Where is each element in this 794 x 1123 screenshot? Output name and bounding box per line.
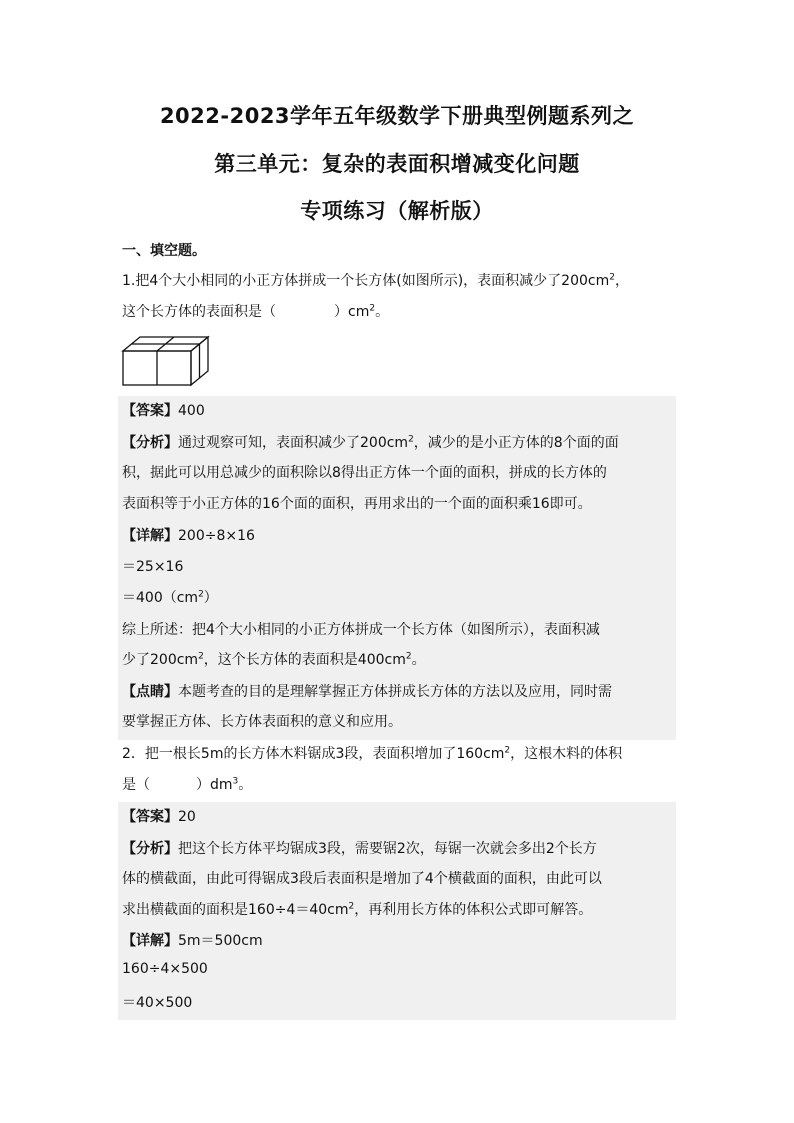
q1-summary-line-2: 少了$200cm^2$，这个长方体的表面积是$400cm^2$。: [122, 651, 426, 668]
document-title-line-2: 第三单元：复杂的表面积增减变化问题: [214, 152, 580, 176]
document-title-line-1: 2022-2023学年五年级数学下册典型例题系列之: [159, 104, 635, 128]
section-heading: 一、填空题。: [122, 243, 206, 259]
q2-analysis-line-1: 【分析】把这个长方体平均锯成3段，需要锯2次，每锯一次就会多出2个长方: [122, 841, 597, 857]
q1-detail-line-2: ＝25×16: [122, 559, 184, 575]
q1-answer: 【答案】400: [122, 403, 205, 419]
q2-detail-line-1: 【详解】5m＝500cm: [122, 933, 263, 949]
q2-answer: 【答案】20: [122, 809, 196, 825]
q1-question-line-2: 这个长方体的表面积是（ ）$cm^2$。: [122, 303, 390, 320]
q1-point-line-2: 要掌握正方体、长方体表面积的意义和应用。: [122, 714, 402, 730]
q1-analysis-line-2: 积，据此可以用总减少的面积除以8得出正方体一个面的面积，拼成的长方体的: [122, 465, 607, 481]
q2-analysis-line-3: 求出横截面的面积是$160\div 4=40cm^2$，再利用长方体的体积公式即可解答。: [122, 901, 593, 918]
q1-summary-line-1: 综上所述：把4个大小相同的小正方体拼成一个长方体（如图所示），表面积减: [122, 622, 600, 638]
q2-analysis-line-2: 体的横截面，由此可得锯成3段后表面积是增加了4个横截面的面积，由此可以: [122, 871, 602, 887]
document-title-line-3: 专项练习（解析版）: [300, 199, 494, 223]
q1-question-line-1: 1.把4个大小相同的小正方体拼成一个长方体(如图所示)，表面积减少了$200cm^2$，: [122, 272, 629, 289]
q1-analysis-line-3: 表面积等于小正方体的16个面的面积，再用求出的一个面的面积乘16即可。: [122, 496, 592, 512]
q2-question-line-1: 2．把一根长5m的长方体木料锯成3段，表面积增加了$160cm^2$，这根木料的体积: [122, 745, 623, 762]
q2-detail-line-3: ＝40×500: [122, 995, 193, 1011]
q1-point-line-1: 【点睛】本题考查的目的是理解掌握正方体拼成长方体的方法以及应用，同时需: [122, 684, 612, 700]
q1-detail-line-3: $=400(cm^2)$: [122, 589, 218, 606]
q2-question-line-2: 是（ ）$dm^3$。: [122, 776, 253, 793]
cuboid-figure: [120, 334, 216, 388]
q1-analysis-line-1: 【分析】通过观察可知，表面积减少了$200cm^2$，减少的是小正方体的8个面的面: [122, 434, 619, 451]
q1-detail-line-1: 【详解】200÷8×16: [122, 528, 255, 544]
q2-detail-line-2: 160÷4×500: [122, 961, 208, 977]
